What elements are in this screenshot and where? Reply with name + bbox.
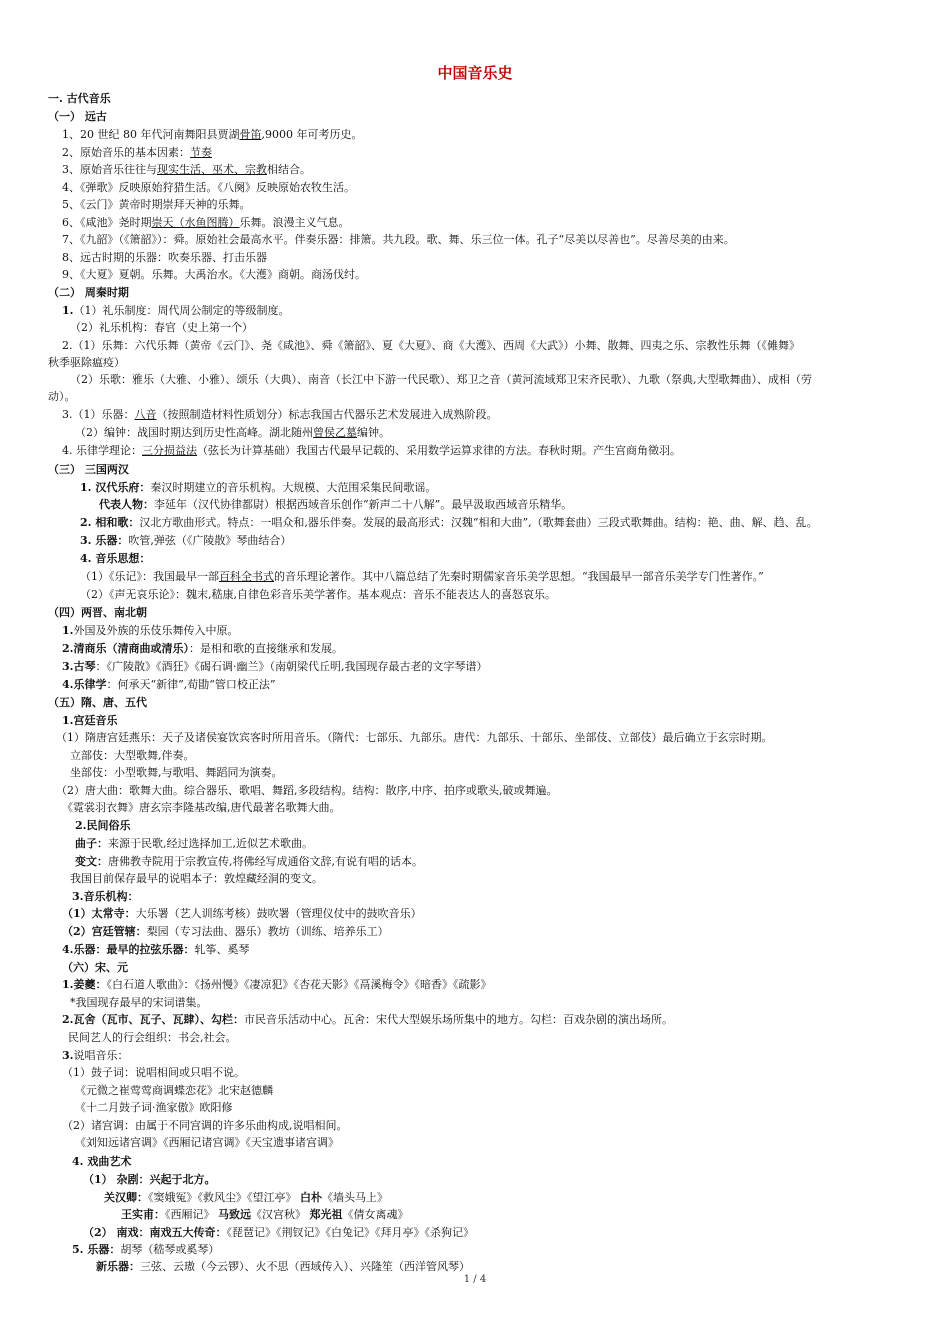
text-run: 3.古琴 xyxy=(62,660,96,673)
text-run: 的音乐理论著作。其中八篇总结了先秦时期儒家音乐美学思想。“我国最早一部音乐美学专门性著作。” xyxy=(274,570,764,583)
text-line xyxy=(48,696,147,710)
text-line xyxy=(62,181,355,195)
text-run: 新乐器： xyxy=(96,1260,140,1273)
text-run: 唐佛教寺院用于宗教宣传,将佛经写成通俗文辞,有说有唱的话本。 xyxy=(108,855,423,868)
text-run: 三弦、云璈（今云锣）、火不思（西域传入）、兴隆笙（西洋管风琴） xyxy=(140,1260,470,1273)
text-line xyxy=(80,552,150,566)
text-line xyxy=(83,1173,215,1187)
text-run: 2.（1）乐舞：六代乐舞（黄帝《云门》、尧《咸池》、舜《箫韶》、夏《大夏》、商《大濩》、西周《大武》）小舞、散舞、四夷之乐、宗教性乐舞（《傩舞》 xyxy=(62,339,800,352)
text-line xyxy=(62,624,238,638)
text-run: （2） 南戏：南戏五大传奇： xyxy=(83,1226,227,1239)
text-line xyxy=(62,444,681,458)
text-run: 动）。 xyxy=(48,390,76,403)
text-run: 4. 乐律学理论： xyxy=(62,444,142,457)
text-run: 2.清商乐（清商曲或清乐） xyxy=(62,642,189,655)
text-run: 《西厢记》 xyxy=(165,1208,218,1221)
text-line xyxy=(62,801,341,815)
text-line xyxy=(70,749,195,763)
text-run: 一. 古代音乐 xyxy=(48,92,111,105)
text-run: （1）隋唐宫廷燕乐：天子及诸侯宴饮宾客时所用音乐。（隋代：七部乐、九部乐。唐代：九部乐、十部乐、坐部伎、立部伎）最后确立于玄宗时期。 xyxy=(56,731,773,744)
text-line xyxy=(75,1084,273,1098)
text-run: 郑光祖 xyxy=(309,1208,343,1221)
text-run: 轧筝、奚琴 xyxy=(194,943,250,956)
text-run: 关汉卿： xyxy=(104,1191,148,1204)
text-line xyxy=(62,233,735,247)
text-run: （2）《声无哀乐论》：魏末,嵇康,自律色彩音乐美学著作。基本观点：音乐不能表达人的喜怒哀乐。 xyxy=(80,588,556,601)
text-run: 外国及外族的乐伎乐舞传入中原。 xyxy=(73,624,239,637)
text-line xyxy=(75,855,423,869)
text-line xyxy=(56,731,773,745)
text-run: （四）两晋、南北朝 xyxy=(48,606,147,619)
text-run: （2）唐大曲：歌舞大曲。综合器乐、歌唱、舞蹈,多段结构。结构：散序,中序、拍序或歌头,破或舞遍。 xyxy=(56,784,558,797)
text-run: 现实生活、巫术、宗教 xyxy=(157,163,267,176)
text-run: 代表人物： xyxy=(99,498,154,511)
text-line xyxy=(62,128,362,142)
text-line xyxy=(48,286,129,300)
text-line xyxy=(70,872,323,886)
text-line xyxy=(70,373,812,387)
text-run: （2）乐歌：雅乐（大雅、小雅）、颂乐（大典）、南音（长江中下游一代民歌）、郑卫之音（黄河流域郑卫宋齐民歌）、九歌（祭典,大型歌舞曲）、成相（劳 xyxy=(70,373,812,386)
text-run: 民间艺人的行会组织：书会,社会。 xyxy=(68,1031,237,1044)
text-run: 1. xyxy=(62,304,74,317)
text-run: 来源于民歌,经过选择加工,近似艺术歌曲。 xyxy=(108,837,313,850)
text-run: 三分损益法 xyxy=(142,444,197,457)
text-run: 7、《九韶》（《箫韶》）：舜。原始社会最高水平。伴奏乐器：排箫。共九段。歌、舞、乐三位一体。孔子“尽美以尽善也”。尽善尽美的由来。 xyxy=(62,233,735,246)
text-run: 1、20 世纪 80 年代河南舞阳县贾湖 xyxy=(62,128,240,141)
text-run: （按照制造材料性质划分）标志我国古代器乐艺术发展进入成熟阶段。 xyxy=(156,408,498,421)
text-run: 5. 乐器： xyxy=(72,1243,121,1256)
text-run: 3.（1）乐器： xyxy=(62,408,135,421)
text-run: （三） 三国两汉 xyxy=(48,463,129,476)
text-run: 《刘知远诸宫调》《西厢记诸宫调》《天宝遗事诸宫调》 xyxy=(75,1136,339,1149)
text-run: 3. xyxy=(62,1049,74,1062)
text-run: 《倩女离魂》 xyxy=(342,1208,409,1221)
text-run: 相结合。 xyxy=(267,163,311,176)
text-line xyxy=(48,390,76,404)
text-run: （弦长为计算基础）我国古代最早记载的、采用数学运算求律的方法。春秋时期。产生宫商角徵羽。 xyxy=(197,444,681,457)
text-run: 编钟。 xyxy=(357,426,390,439)
text-run: （2）编钟：战国时期达到历史性高峰。湖北随州 xyxy=(75,426,313,439)
text-run: 吹管,弹弦（《广陵散》琴曲结合） xyxy=(128,534,292,547)
text-run: 3、原始音乐往往与 xyxy=(62,163,157,176)
text-line xyxy=(48,463,129,477)
text-line xyxy=(62,163,311,177)
text-line xyxy=(62,642,343,656)
text-line xyxy=(62,1119,348,1133)
text-run: 曲子： xyxy=(75,837,108,850)
text-line xyxy=(62,146,212,160)
text-run: （2）宫廷管辖： xyxy=(62,925,147,938)
text-run: *我国现存最早的宋词谱集。 xyxy=(70,996,208,1009)
text-run: 4.乐律学 xyxy=(62,678,107,691)
text-line xyxy=(62,1066,245,1080)
text-run: 《窦娥冤》《救风尘》《望江亭》 xyxy=(148,1191,300,1204)
text-line xyxy=(62,660,487,674)
text-run: 骨笛 xyxy=(239,128,262,141)
text-line xyxy=(62,943,249,957)
text-run: 曾侯乙墓 xyxy=(313,426,357,439)
text-run: 4.乐器：最早的拉弦乐器： xyxy=(62,943,195,956)
text-line xyxy=(62,907,422,921)
text-run: 《琵琶记》《荆钗记》《白兔记》《拜月亭》《杀狗记》 xyxy=(226,1226,474,1239)
text-line xyxy=(80,570,764,584)
text-run: 崇天（水鱼图腾） xyxy=(151,216,240,229)
text-run: （2）诸宫调：由属于不同宫调的许多乐曲构成,说唱相间。 xyxy=(62,1119,348,1132)
text-run: （1）礼乐制度：周代周公制定的等级制度。 xyxy=(73,304,290,317)
text-line xyxy=(62,408,498,422)
text-line xyxy=(62,1013,673,1027)
text-run: 1. xyxy=(62,624,74,637)
text-line xyxy=(75,1101,233,1115)
text-run: 4、《弹歌》反映原始狩猎生活。《八阕》反映原始农牧生活。 xyxy=(62,181,355,194)
text-run: 秋季驱除瘟疫） xyxy=(48,356,125,369)
text-run: 4. 音乐思想： xyxy=(80,552,151,565)
text-run: 秦汉时期建立的音乐机构。大规模、大范围采集民间歌谣。 xyxy=(150,481,437,494)
text-run: ,9000 年可考历史。 xyxy=(261,128,363,141)
text-run: 《白石道人歌曲》：《扬州慢》《凄凉犯》《杏花天影》《鬲溪梅令》《暗香》《疏影》 xyxy=(106,978,492,991)
text-line xyxy=(62,961,128,975)
text-run: 立部伎：大型歌舞,伴奏。 xyxy=(70,749,195,762)
text-run: 汉北方歌曲形式。特点：一唱众和,器乐伴奏。发展的最高形式：汉魏“相和大曲”,（歌舞套曲）三段式歌舞曲。结构：艳、曲、解、趋、乱。 xyxy=(139,516,818,529)
text-line xyxy=(72,1155,131,1169)
text-line xyxy=(72,890,138,904)
text-run: （二） 周秦时期 xyxy=(48,286,129,299)
text-line xyxy=(96,1260,470,1274)
text-line xyxy=(62,678,275,692)
text-run: 《墙头马上》 xyxy=(322,1191,388,1204)
text-line xyxy=(62,251,267,265)
text-line xyxy=(62,925,389,939)
text-line xyxy=(75,837,313,851)
text-run: 8、远古时期的乐器：吹奏乐器、打击乐器 xyxy=(62,251,267,264)
text-run: 胡琴（嵇琴或奚琴） xyxy=(120,1243,220,1256)
text-run: 9、《大夏》夏朝。乐舞。大禹治水。《大濩》商朝。商汤伐纣。 xyxy=(62,268,366,281)
text-line xyxy=(62,268,366,282)
text-line xyxy=(80,516,818,530)
text-run: （1） 杂剧：兴起于北方。 xyxy=(83,1173,216,1186)
text-run: （1）鼓子词：说唱相间或只唱不说。 xyxy=(62,1066,245,1079)
text-run: （五）隋、唐、五代 xyxy=(48,696,147,709)
text-line xyxy=(48,92,111,106)
text-run: ：《广陵散》《酒狂》《碣石调·幽兰》（南朝梁代丘明,我国现存最古老的文字琴谱） xyxy=(95,660,488,673)
text-run: 5、《云门》黄帝时期崇拜天神的乐舞。 xyxy=(62,198,251,211)
text-line xyxy=(80,534,291,548)
text-line xyxy=(56,784,558,798)
text-run: 变文： xyxy=(75,855,108,868)
text-run: 说唱音乐： xyxy=(73,1049,129,1062)
text-run: 百科全书式 xyxy=(219,570,274,583)
text-run: 2.民间俗乐 xyxy=(75,819,131,832)
text-run: 《霓裳羽衣舞》唐玄宗李隆基改编,唐代最著名歌舞大曲。 xyxy=(62,801,341,814)
text-run: （2）礼乐机构：春官（史上第一个） xyxy=(70,321,253,334)
text-line xyxy=(75,1136,339,1150)
text-line xyxy=(80,481,436,495)
text-line xyxy=(70,996,208,1010)
text-run: 王实甫： xyxy=(121,1208,165,1221)
page-number: 1 / 4 xyxy=(463,1274,487,1285)
text-line xyxy=(62,1049,128,1063)
text-line xyxy=(70,321,253,335)
text-line xyxy=(62,216,350,230)
text-run: 2、原始音乐的基本因素： xyxy=(62,146,190,159)
page-title: 中国音乐史 xyxy=(437,64,513,82)
text-run: 白朴 xyxy=(300,1191,322,1204)
text-run: 八音 xyxy=(134,408,157,421)
text-run: 《汉宫秋》 xyxy=(251,1208,310,1221)
text-run: 梨园（专习法曲、器乐）教坊（训练、培养乐工） xyxy=(146,925,389,938)
text-line xyxy=(62,978,491,992)
text-line xyxy=(121,1208,409,1222)
text-run: 4. 戏曲艺术 xyxy=(72,1155,132,1168)
text-run: 节奏 xyxy=(190,146,212,159)
text-line xyxy=(99,498,572,512)
text-line xyxy=(48,356,125,370)
text-run: （1）太常寺： xyxy=(62,907,136,920)
text-line xyxy=(48,606,147,620)
text-run: 1.姜夔： xyxy=(62,978,107,991)
text-run: 1. 汉代乐府： xyxy=(80,481,151,494)
text-run: 马致远 xyxy=(218,1208,251,1221)
text-line xyxy=(104,1191,388,1205)
text-line xyxy=(80,588,556,602)
text-run: 我国目前保存最早的说唱本子：敦煌藏经洞的变文。 xyxy=(70,872,323,885)
text-run: 坐部伎：小型歌舞,与歌唱、舞蹈同为演奏。 xyxy=(70,766,283,779)
text-run: （一） 远古 xyxy=(48,110,107,123)
text-run: （六）宋、元 xyxy=(62,961,128,974)
text-run: 2. 相和歌： xyxy=(80,516,140,529)
text-run: 《元微之崔莺莺商调蝶恋花》北宋赵德麟 xyxy=(75,1084,273,1097)
text-line xyxy=(72,1243,219,1257)
text-line xyxy=(70,766,283,780)
text-line xyxy=(83,1226,474,1240)
text-run: ：是相和歌的直接继承和发展。 xyxy=(188,642,343,655)
text-run: 1.宫廷音乐 xyxy=(62,714,118,727)
text-run: 6、《咸池》尧时期 xyxy=(62,216,152,229)
text-line xyxy=(62,339,800,353)
text-run: 2.瓦舍（瓦市、瓦子、瓦肆）、勾栏： xyxy=(62,1013,244,1026)
text-run: 李延年（汉代协律都尉）根据西域音乐创作“新声二十八解”。最早汲取西域音乐精华。 xyxy=(154,498,573,511)
text-line xyxy=(62,198,251,212)
text-line xyxy=(68,1031,237,1045)
text-line xyxy=(48,110,107,124)
text-run: 市民音乐活动中心。瓦舍：宋代大型娱乐场所集中的地方。勾栏：百戏杂剧的演出场所。 xyxy=(243,1013,673,1026)
text-run: 3. 乐器： xyxy=(80,534,129,547)
text-run: 3.音乐机构： xyxy=(72,890,139,903)
text-run: 乐舞。浪漫主义气息。 xyxy=(239,216,350,229)
text-run: 《十二月鼓子词·渔家傲》欧阳修 xyxy=(75,1101,233,1114)
text-line xyxy=(75,819,130,833)
text-run: （1）《乐记》：我国最早一部 xyxy=(80,570,219,583)
text-run: ：何承天“新律”,荀勖“管口校正法” xyxy=(106,678,276,691)
text-line xyxy=(62,714,117,728)
text-run: 大乐署（艺人训练考核）鼓吹署（管理仪仗中的鼓吹音乐） xyxy=(135,907,422,920)
text-line xyxy=(75,426,390,440)
text-line xyxy=(62,304,289,318)
